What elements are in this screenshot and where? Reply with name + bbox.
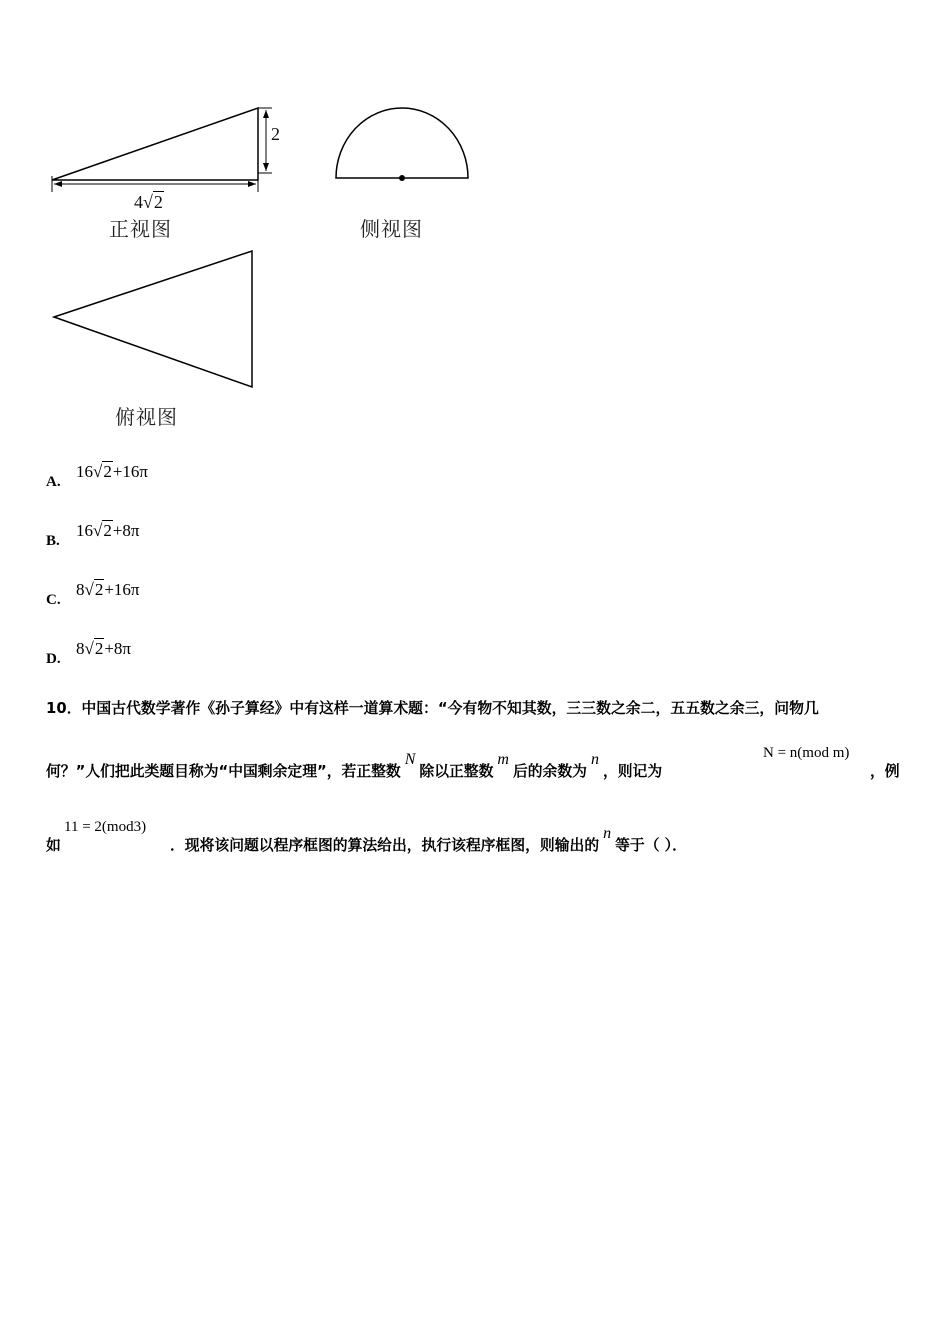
question-10-line-3-start: 如 (46, 837, 61, 854)
question-10-line-1: 10．中国古代数学著作《孙子算经》中有这样一道算术题：“今有物不知其数，三三数之余二，五五数之余三，问物几 (46, 700, 819, 717)
formula-n-mod-m: N = n(mod m) (763, 745, 850, 761)
height-label: 2 (271, 124, 280, 144)
option-b-expression: 16√2+8π (76, 521, 140, 540)
top-view-triangle (54, 251, 252, 387)
width-dimension-line (52, 176, 258, 192)
option-c-expression: 8√2+16π (76, 580, 140, 599)
option-d-expression: 8√2+8π (76, 639, 132, 658)
height-dimension-line (258, 108, 272, 173)
front-view-triangle (52, 108, 258, 180)
top-view-label: 俯视图 (115, 405, 178, 429)
question-10-line-2: 何？”人们把此类题目称为“中国剩余定理”，若正整数N除以正整数m后的余数为n，则记为 (46, 751, 663, 780)
side-view-label: 侧视图 (360, 217, 423, 241)
formula-11-mod-3: 11 = 2(mod3) (64, 819, 147, 835)
width-label: 4√2 (134, 192, 163, 212)
option-a-expression: 16√2+16π (76, 462, 149, 481)
question-10-line-2-end: ，例 (870, 763, 900, 780)
side-view-semicircle (336, 108, 468, 181)
question-10-line-3: ．现将该问题以程序框图的算法给出，执行该程序框图，则输出的n等于（ ）． (170, 825, 687, 854)
front-view-label: 正视图 (109, 217, 172, 241)
